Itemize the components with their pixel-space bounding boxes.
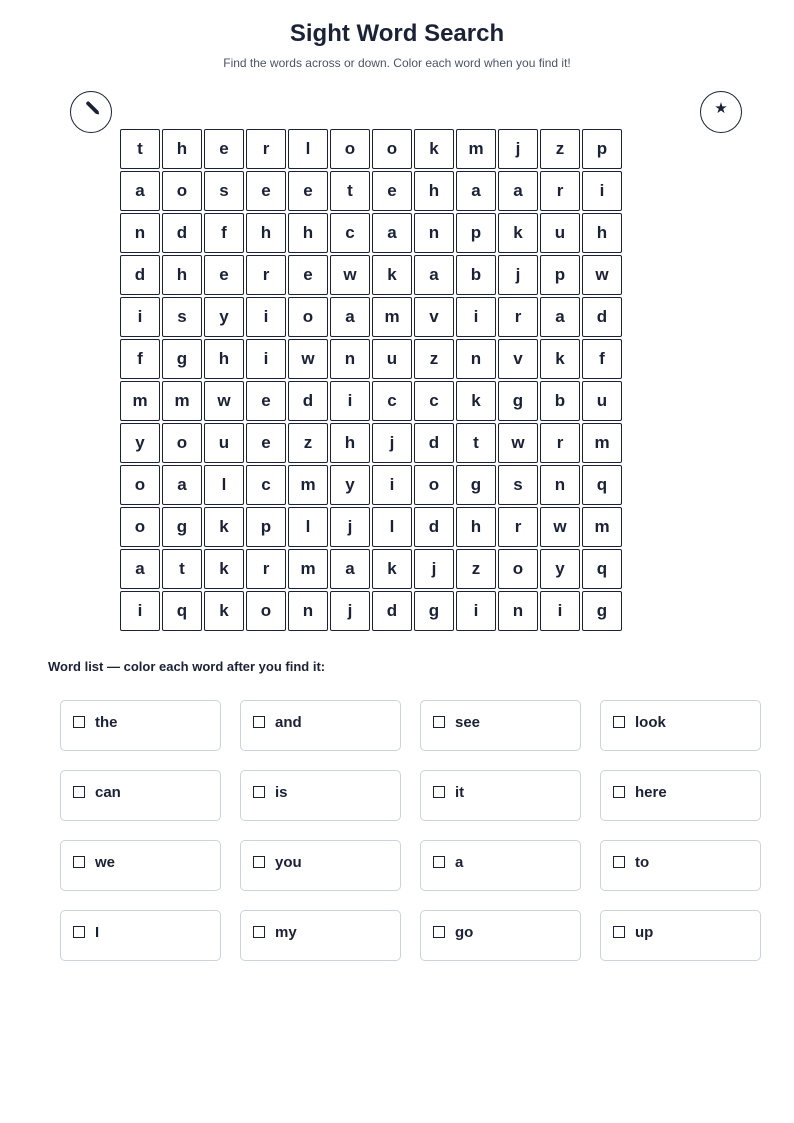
grid-cell[interactable]: e bbox=[246, 381, 286, 421]
grid-cell[interactable]: w bbox=[330, 255, 370, 295]
grid-cell[interactable]: n bbox=[498, 591, 538, 631]
grid-cell[interactable]: m bbox=[372, 297, 412, 337]
word-checkbox[interactable] bbox=[433, 786, 445, 798]
grid-cell[interactable]: m bbox=[120, 381, 160, 421]
grid-cell[interactable]: f bbox=[120, 339, 160, 379]
grid-cell[interactable]: i bbox=[330, 381, 370, 421]
grid-cell[interactable]: p bbox=[456, 213, 496, 253]
word-label: see bbox=[455, 714, 481, 731]
word-label: the bbox=[95, 714, 118, 731]
grid-cell[interactable]: r bbox=[246, 549, 286, 589]
grid-cell[interactable]: u bbox=[540, 213, 580, 253]
grid-cell[interactable]: j bbox=[498, 255, 538, 295]
word-card[interactable] bbox=[60, 910, 221, 961]
word-checkbox[interactable] bbox=[613, 716, 625, 728]
word-checkbox[interactable] bbox=[433, 716, 445, 728]
grid-cell[interactable]: g bbox=[582, 591, 622, 631]
grid-cell[interactable]: o bbox=[120, 465, 160, 505]
grid-cell[interactable]: s bbox=[162, 297, 202, 337]
grid-cell[interactable]: k bbox=[456, 381, 496, 421]
grid-cell[interactable]: e bbox=[246, 423, 286, 463]
grid-cell[interactable]: w bbox=[498, 423, 538, 463]
grid-cell[interactable]: o bbox=[498, 549, 538, 589]
letter-grid bbox=[120, 129, 624, 631]
grid-cell[interactable]: t bbox=[120, 129, 160, 169]
grid-cell[interactable]: j bbox=[498, 129, 538, 169]
grid-cell[interactable]: g bbox=[162, 339, 202, 379]
grid-cell[interactable]: k bbox=[204, 549, 244, 589]
word-card[interactable] bbox=[240, 700, 401, 751]
grid-cell[interactable]: d bbox=[582, 297, 622, 337]
grid-cell[interactable]: n bbox=[288, 591, 328, 631]
grid-cell[interactable]: a bbox=[120, 549, 160, 589]
grid-cell[interactable]: k bbox=[372, 255, 412, 295]
word-checkbox[interactable] bbox=[253, 856, 265, 868]
grid-cell[interactable]: t bbox=[456, 423, 496, 463]
grid-cell[interactable]: a bbox=[540, 297, 580, 337]
grid-cell[interactable]: e bbox=[288, 255, 328, 295]
word-list-heading: Word list — color each word after you find it: bbox=[48, 659, 326, 674]
grid-cell[interactable]: r bbox=[246, 255, 286, 295]
grid-cell[interactable]: a bbox=[456, 171, 496, 211]
word-label: is bbox=[275, 784, 288, 801]
grid-cell[interactable]: u bbox=[582, 381, 622, 421]
grid-cell[interactable]: l bbox=[372, 507, 412, 547]
grid-cell[interactable]: d bbox=[372, 591, 412, 631]
word-label: to bbox=[635, 854, 650, 871]
word-card[interactable] bbox=[240, 910, 401, 961]
grid-cell[interactable]: q bbox=[582, 465, 622, 505]
grid-cell[interactable]: y bbox=[540, 549, 580, 589]
grid-cell[interactable]: k bbox=[414, 129, 454, 169]
grid-cell[interactable]: g bbox=[414, 591, 454, 631]
grid-cell[interactable]: o bbox=[330, 129, 370, 169]
grid-cell[interactable]: b bbox=[540, 381, 580, 421]
word-label: look bbox=[635, 714, 666, 731]
word-card[interactable] bbox=[420, 840, 581, 891]
word-checkbox[interactable] bbox=[73, 926, 85, 938]
word-checkbox[interactable] bbox=[613, 786, 625, 798]
grid-cell[interactable]: d bbox=[162, 213, 202, 253]
star-icon: ★ bbox=[714, 99, 728, 117]
grid-cell[interactable]: o bbox=[414, 465, 454, 505]
grid-cell[interactable]: h bbox=[288, 213, 328, 253]
grid-cell[interactable]: g bbox=[498, 381, 538, 421]
grid-cell[interactable]: z bbox=[456, 549, 496, 589]
grid-cell[interactable]: o bbox=[246, 591, 286, 631]
grid-cell[interactable]: j bbox=[330, 507, 370, 547]
grid-cell[interactable]: a bbox=[330, 297, 370, 337]
grid-cell[interactable]: g bbox=[162, 507, 202, 547]
grid-cell[interactable]: e bbox=[288, 171, 328, 211]
word-label: up bbox=[635, 924, 654, 941]
grid-cell[interactable]: t bbox=[330, 171, 370, 211]
grid-cell[interactable]: c bbox=[330, 213, 370, 253]
word-checkbox[interactable] bbox=[613, 856, 625, 868]
word-card[interactable] bbox=[600, 840, 761, 891]
grid-cell[interactable]: w bbox=[582, 255, 622, 295]
word-label: it bbox=[455, 784, 465, 801]
grid-cell[interactable]: a bbox=[162, 465, 202, 505]
grid-cell[interactable]: o bbox=[120, 507, 160, 547]
grid-cell[interactable]: i bbox=[456, 297, 496, 337]
grid-cell[interactable]: y bbox=[330, 465, 370, 505]
grid-cell[interactable]: m bbox=[162, 381, 202, 421]
grid-cell[interactable]: d bbox=[120, 255, 160, 295]
word-checkbox[interactable] bbox=[613, 926, 625, 938]
grid-cell[interactable]: e bbox=[204, 255, 244, 295]
grid-cell[interactable]: h bbox=[204, 339, 244, 379]
grid-cell[interactable]: m bbox=[582, 423, 622, 463]
word-label: and bbox=[275, 714, 302, 731]
word-label: go bbox=[455, 924, 474, 941]
grid-cell[interactable]: b bbox=[456, 255, 496, 295]
grid-cell[interactable]: f bbox=[204, 213, 244, 253]
grid-cell[interactable]: l bbox=[288, 507, 328, 547]
grid-cell[interactable]: a bbox=[120, 171, 160, 211]
grid-cell[interactable]: l bbox=[204, 465, 244, 505]
grid-cell[interactable]: p bbox=[246, 507, 286, 547]
grid-cell[interactable]: z bbox=[414, 339, 454, 379]
word-checkbox[interactable] bbox=[73, 786, 85, 798]
word-checkbox[interactable] bbox=[73, 856, 85, 868]
grid-cell[interactable]: v bbox=[498, 339, 538, 379]
grid-cell[interactable]: o bbox=[372, 129, 412, 169]
word-checkbox[interactable] bbox=[433, 926, 445, 938]
grid-cell[interactable]: i bbox=[372, 465, 412, 505]
grid-cell[interactable]: i bbox=[540, 591, 580, 631]
grid-cell[interactable]: n bbox=[456, 339, 496, 379]
grid-cell[interactable]: o bbox=[162, 171, 202, 211]
word-card[interactable] bbox=[60, 700, 221, 751]
grid-cell[interactable]: y bbox=[204, 297, 244, 337]
grid-cell[interactable]: e bbox=[246, 171, 286, 211]
grid-cell[interactable]: r bbox=[498, 297, 538, 337]
grid-cell[interactable]: o bbox=[162, 423, 202, 463]
word-label: we bbox=[95, 854, 116, 871]
grid-cell[interactable]: r bbox=[540, 171, 580, 211]
word-label: here bbox=[635, 784, 667, 801]
grid-cell[interactable]: h bbox=[414, 171, 454, 211]
grid-cell[interactable]: s bbox=[204, 171, 244, 211]
word-card[interactable] bbox=[60, 770, 221, 821]
grid-cell[interactable]: c bbox=[246, 465, 286, 505]
grid-cell[interactable]: o bbox=[288, 297, 328, 337]
grid-cell[interactable]: m bbox=[288, 549, 328, 589]
grid-cell[interactable]: h bbox=[330, 423, 370, 463]
grid-cell[interactable]: d bbox=[288, 381, 328, 421]
grid-cell[interactable]: k bbox=[204, 507, 244, 547]
grid-cell[interactable]: j bbox=[330, 591, 370, 631]
grid-cell[interactable]: z bbox=[288, 423, 328, 463]
word-card[interactable] bbox=[420, 770, 581, 821]
grid-cell[interactable]: y bbox=[120, 423, 160, 463]
word-label: my bbox=[275, 924, 297, 941]
grid-cell[interactable]: u bbox=[204, 423, 244, 463]
grid-cell[interactable]: g bbox=[456, 465, 496, 505]
grid-cell[interactable]: w bbox=[288, 339, 328, 379]
grid-cell[interactable]: a bbox=[330, 549, 370, 589]
page-subtitle: Find the words across or down. Color each word when you find it! bbox=[223, 56, 571, 70]
grid-cell[interactable]: u bbox=[372, 339, 412, 379]
grid-cell[interactable]: k bbox=[498, 213, 538, 253]
word-label: a bbox=[455, 854, 464, 871]
grid-cell[interactable]: j bbox=[372, 423, 412, 463]
grid-cell[interactable]: i bbox=[246, 297, 286, 337]
grid-cell[interactable]: t bbox=[162, 549, 202, 589]
grid-cell[interactable]: d bbox=[414, 507, 454, 547]
word-card[interactable] bbox=[600, 910, 761, 961]
grid-cell[interactable]: m bbox=[582, 507, 622, 547]
pencil-icon bbox=[71, 91, 111, 133]
grid-cell[interactable]: i bbox=[456, 591, 496, 631]
word-card[interactable] bbox=[600, 700, 761, 751]
grid-cell[interactable]: n bbox=[414, 213, 454, 253]
page-title: Sight Word Search bbox=[289, 20, 505, 47]
grid-cell[interactable]: v bbox=[414, 297, 454, 337]
word-checkbox[interactable] bbox=[253, 926, 265, 938]
word-card[interactable] bbox=[240, 770, 401, 821]
word-card[interactable] bbox=[600, 770, 761, 821]
grid-cell[interactable]: j bbox=[414, 549, 454, 589]
word-checkbox[interactable] bbox=[253, 786, 265, 798]
grid-cell[interactable]: h bbox=[582, 213, 622, 253]
grid-cell[interactable]: k bbox=[204, 591, 244, 631]
grid-cell[interactable]: f bbox=[582, 339, 622, 379]
grid-cell[interactable]: e bbox=[372, 171, 412, 211]
grid-cell[interactable]: w bbox=[204, 381, 244, 421]
grid-cell[interactable]: p bbox=[540, 255, 580, 295]
word-card[interactable] bbox=[240, 840, 401, 891]
word-checkbox[interactable] bbox=[73, 716, 85, 728]
grid-cell[interactable]: c bbox=[414, 381, 454, 421]
word-checkbox[interactable] bbox=[253, 716, 265, 728]
word-list bbox=[60, 700, 762, 961]
grid-cell[interactable]: r bbox=[246, 129, 286, 169]
grid-cell[interactable]: l bbox=[288, 129, 328, 169]
grid-cell[interactable]: q bbox=[582, 549, 622, 589]
grid-cell[interactable]: i bbox=[246, 339, 286, 379]
star-badge bbox=[700, 91, 742, 133]
word-label: you bbox=[275, 854, 302, 871]
grid-cell[interactable]: e bbox=[204, 129, 244, 169]
grid-cell[interactable]: w bbox=[540, 507, 580, 547]
grid-cell[interactable]: a bbox=[498, 171, 538, 211]
grid-cell[interactable]: m bbox=[288, 465, 328, 505]
grid-cell[interactable]: n bbox=[330, 339, 370, 379]
grid-cell[interactable]: n bbox=[120, 213, 160, 253]
word-card[interactable] bbox=[420, 910, 581, 961]
grid-cell[interactable]: h bbox=[162, 255, 202, 295]
grid-cell[interactable]: k bbox=[540, 339, 580, 379]
grid-cell[interactable]: r bbox=[540, 423, 580, 463]
pencil-badge bbox=[70, 91, 112, 133]
grid-cell[interactable]: a bbox=[372, 213, 412, 253]
grid-cell[interactable]: h bbox=[162, 129, 202, 169]
word-card[interactable] bbox=[60, 840, 221, 891]
grid-cell[interactable]: h bbox=[246, 213, 286, 253]
grid-cell[interactable]: d bbox=[414, 423, 454, 463]
word-label: I bbox=[95, 924, 100, 941]
word-card[interactable] bbox=[420, 700, 581, 751]
word-label: can bbox=[95, 784, 121, 801]
grid-cell[interactable]: k bbox=[372, 549, 412, 589]
grid-cell[interactable]: s bbox=[498, 465, 538, 505]
grid-cell[interactable]: i bbox=[120, 591, 160, 631]
word-checkbox[interactable] bbox=[433, 856, 445, 868]
grid-cell[interactable]: m bbox=[456, 129, 496, 169]
grid-cell[interactable]: a bbox=[414, 255, 454, 295]
grid-cell[interactable]: n bbox=[540, 465, 580, 505]
grid-cell[interactable]: q bbox=[162, 591, 202, 631]
grid-cell[interactable]: c bbox=[372, 381, 412, 421]
grid-cell[interactable]: i bbox=[582, 171, 622, 211]
grid-cell[interactable]: i bbox=[120, 297, 160, 337]
grid-cell[interactable]: h bbox=[456, 507, 496, 547]
grid-cell[interactable]: z bbox=[540, 129, 580, 169]
grid-cell[interactable]: r bbox=[498, 507, 538, 547]
grid-cell[interactable]: p bbox=[582, 129, 622, 169]
